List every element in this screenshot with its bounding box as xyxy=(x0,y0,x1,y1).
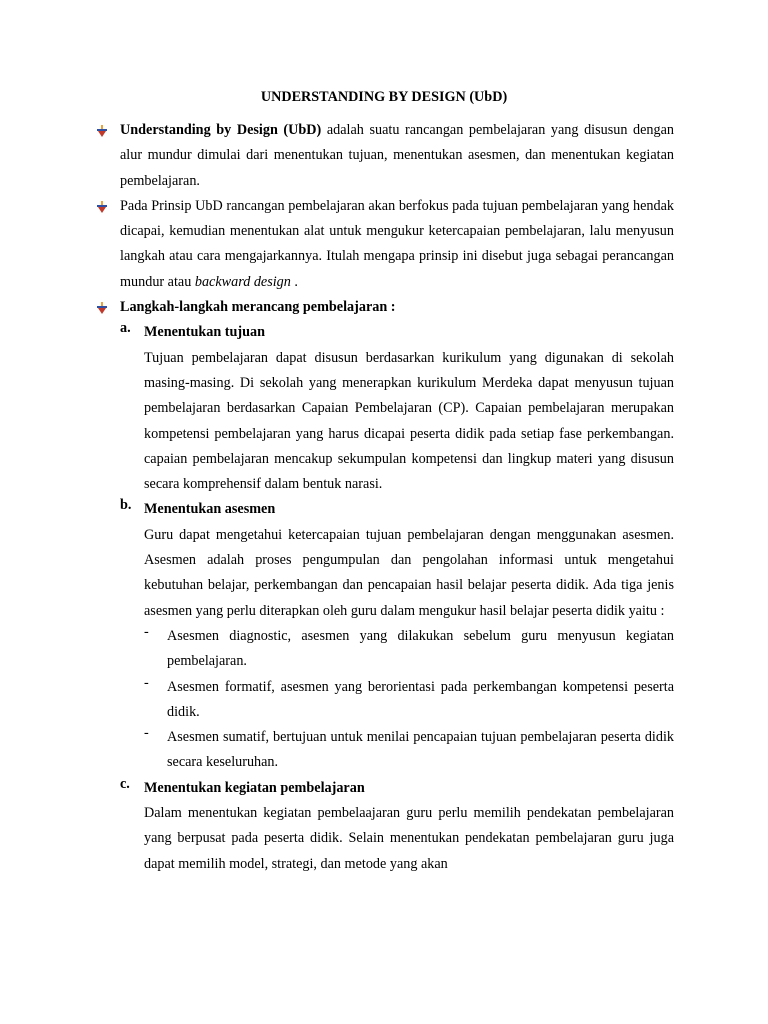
step-label: a. xyxy=(120,320,131,337)
dash-item-text: Asesmen diagnostic, asesmen yang dilakukan sebelum guru menyusun kegiatan pembelajaran. xyxy=(167,627,674,670)
step-label: b. xyxy=(120,497,132,514)
step-label: c. xyxy=(120,775,130,792)
step-body-text: Tujuan pembelajaran dapat disusun berdasarkan kurikulum yang digunakan di sekolah masing-masing. Di sekolah yang menerapkan kurikulum Merdeka dapat menyusun tujuan pembelajaran berdasarkan Capaian Pembelajaran (CP). Capaian pembelajaran merupakan kompetensi pembelajaran yang harus dicapai peserta didik pada setiap fase perkembangan. capaian pembelajaran mencakup sekumpulan kompetensi dan lingkup materi yang disusun secara komprehensif dalam bentuk narasi. xyxy=(144,349,674,493)
step-body-a xyxy=(96,346,674,498)
step-item-a xyxy=(96,320,674,345)
dash-item-text: Asesmen formatif, asesmen yang berorientasi pada perkembangan kompetensi peserta didik. xyxy=(167,678,674,720)
dash-item-text: Asesmen sumatif, bertujuan untuk menilai pencapaian tujuan pembelajaran peserta didik secara keseluruhan. xyxy=(167,729,674,771)
document-title: UNDERSTANDING BY DESIGN (UbD) xyxy=(260,89,508,105)
step-heading: Menentukan kegiatan pembelajaran xyxy=(144,779,365,796)
dash-list-item xyxy=(96,675,674,726)
definition-lead: Understanding by Design (UbD) xyxy=(120,122,322,138)
arrow-down-bullet-icon xyxy=(96,125,108,137)
step-item-b xyxy=(96,497,674,522)
document-body xyxy=(96,118,674,877)
dash-mark: - xyxy=(144,725,149,742)
principle-text-end: . xyxy=(290,273,298,290)
arrow-down-bullet-icon xyxy=(96,302,108,314)
step-body-text: Guru dapat mengetahui ketercapaian tujuan pembelajaran dengan menggunakan asesmen. Asesmen adalah proses pengumpulan dan pengolahan informasi untuk mengetahui kebutuhan belajar, perkembangan dan pencapaian hasil belajar peserta didik. Ada tiga jenis asesmen yang perlu diterapkan oleh guru dalam mengukur hasil belajar peserta didik yaitu : xyxy=(144,526,674,619)
step-body-b xyxy=(96,523,674,624)
dash-list-item xyxy=(96,725,674,776)
bullet-item-steps xyxy=(96,295,674,320)
principle-italic-term: backward design xyxy=(194,273,291,290)
definition-text: adalah suatu rancangan pembelajaran yang disusun dengan alur mundur dimulai dari menentukan tujuan, menentukan asesmen, dan menentukan kegiatan pembelajaran. xyxy=(120,122,674,189)
step-heading: Menentukan asesmen xyxy=(144,501,276,518)
bullet-item-principle xyxy=(96,194,674,295)
bullet-item-definition xyxy=(96,118,674,194)
steps-heading: Langkah-langkah merancang pembelajaran : xyxy=(120,299,396,316)
arrow-down-bullet-icon xyxy=(96,201,108,213)
dash-mark: - xyxy=(144,674,149,691)
step-body-c xyxy=(96,801,674,877)
dash-mark: - xyxy=(144,623,149,640)
step-body-text: Dalam menentukan kegiatan pembelaajaran guru perlu memilih pendekatan pembelajaran yang berpusat pada peserta didik. Selain menentukan pendekatan pembelajaran guru juga dapat memilih model, strategi, dan metode yang akan xyxy=(144,805,674,872)
principle-text: Pada Prinsip UbD rancangan pembelajaran akan berfokus pada tujuan pembelajaran yang hendak dicapai, kemudian menentukan alat untuk mengukur ketercapaian pembelajaran, lalu menyusun langkah atau cara mengajarkannya. Itulah mengapa prinsip ini disebut juga sebagai perancangan mundur atau xyxy=(120,197,674,290)
dash-list-item xyxy=(96,624,674,675)
step-heading: Menentukan tujuan xyxy=(144,324,266,341)
step-item-c xyxy=(96,776,674,801)
